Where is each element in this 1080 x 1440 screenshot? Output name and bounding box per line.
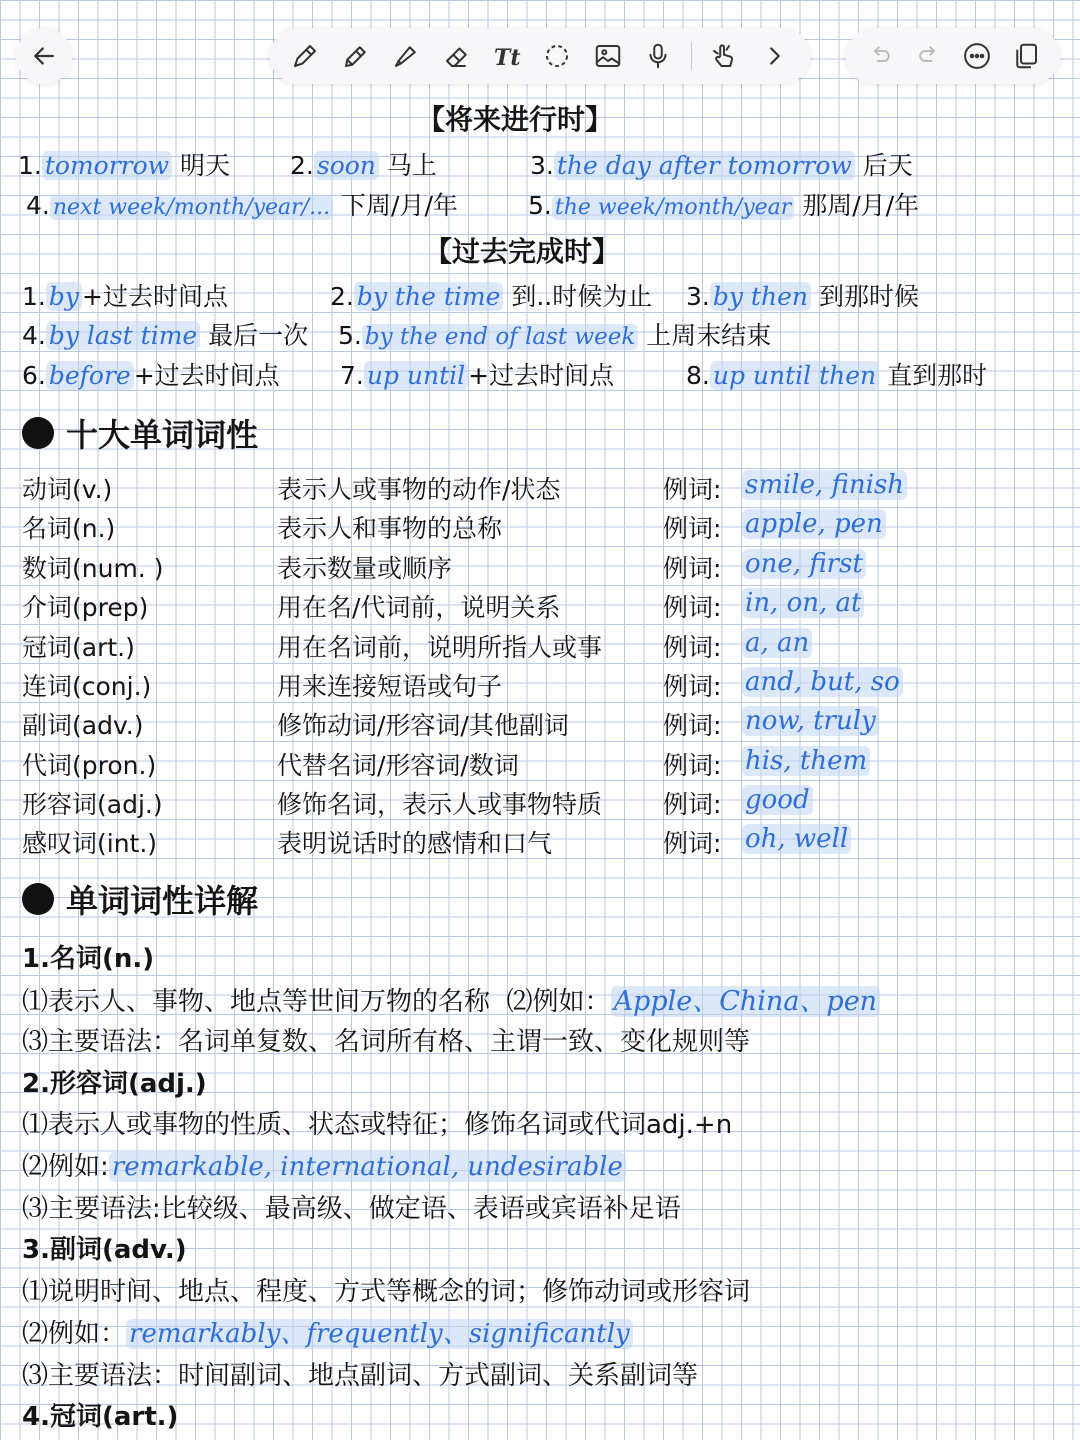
past-item-8: 8. up until then 直到那时 bbox=[686, 361, 988, 390]
text-tool-icon[interactable] bbox=[489, 38, 525, 74]
noun-line-1: ⑴表示人、事物、地点等世间万物的名称 ⑵例如： Apple、China、pen bbox=[22, 979, 880, 1018]
past-item-4: 4. by last time 最后一次 bbox=[22, 321, 309, 350]
document-toolbar bbox=[846, 28, 1060, 84]
past-item-1: 1. by +过去时间点 bbox=[22, 282, 228, 311]
back-arrow-icon[interactable] bbox=[26, 38, 62, 74]
adj-line-2: ⑵例如: remarkable, international, undesirable bbox=[22, 1146, 626, 1183]
svg-text:Tt: Tt bbox=[494, 45, 521, 71]
adj-line-3: ⑶主要语法:比较级、最高级、做定语、表语或宾语补足语 bbox=[22, 1194, 681, 1224]
future-item-1: 1. tomorrow 明天 bbox=[18, 151, 231, 180]
detail-section-title: 单词词性详解 bbox=[22, 876, 258, 922]
redo-icon[interactable] bbox=[911, 38, 947, 74]
past-item-7: 7. up until +过去时间点 bbox=[340, 361, 615, 390]
past-perfect-heading: 【过去完成时】 bbox=[423, 235, 620, 268]
hand-touch-icon[interactable] bbox=[706, 38, 742, 74]
table-row: 冠词(art.) 用在名词前，说明所指人或事 例词: a, an bbox=[0, 628, 1080, 662]
adv-line-3: ⑶主要语法：时间副词、地点副词、方式副词、关系副词等 bbox=[22, 1361, 699, 1391]
noun-heading: 1.名词(n.) bbox=[22, 944, 155, 974]
past-item-6: 6. before +过去时间点 bbox=[22, 361, 280, 390]
table-row: 副词(adv.) 修饰动词/形容词/其他副词 例词: now, truly bbox=[0, 706, 1080, 740]
past-item-2: 2. by the time 到..时候为止 bbox=[330, 282, 653, 311]
lasso-icon[interactable] bbox=[539, 38, 575, 74]
table-row: 数词(num. ) 表示数量或顺序 例词: one, first bbox=[0, 549, 1080, 583]
marker-icon[interactable] bbox=[388, 38, 424, 74]
pos-section-title: 十大单词词性 bbox=[22, 410, 258, 456]
undo-icon[interactable] bbox=[862, 38, 898, 74]
future-item-4: 4. next week/month/year/... 下周/月/年 bbox=[26, 191, 458, 220]
future-item-3: 3. the day after tomorrow 后天 bbox=[530, 151, 913, 180]
back-toolbar bbox=[16, 28, 72, 84]
table-row: 形容词(adj.) 修饰名词，表示人或事物特质 例词: good bbox=[0, 785, 1080, 819]
bullet-dot-icon bbox=[22, 883, 54, 915]
drawing-toolbar bbox=[270, 28, 810, 84]
more-icon[interactable] bbox=[959, 38, 995, 74]
pen-icon[interactable] bbox=[287, 38, 323, 74]
pages-icon[interactable] bbox=[1008, 38, 1044, 74]
pencil-icon[interactable] bbox=[338, 38, 374, 74]
future-item-2: 2. soon 马上 bbox=[290, 151, 437, 180]
past-item-5: 5. by the end of last week 上周末结束 bbox=[338, 321, 772, 350]
table-row: 介词(prep) 用在名/代词前，说明关系 例词: in, on, at bbox=[0, 588, 1080, 622]
table-row: 名词(n.) 表示人和事物的总称 例词: apple, pen bbox=[0, 509, 1080, 543]
past-item-3: 3. by then 到那时候 bbox=[686, 282, 919, 311]
chevron-right-icon[interactable] bbox=[757, 38, 793, 74]
table-row: 连词(conj.) 用来连接短语或句子 例词: and, but, so bbox=[0, 667, 1080, 701]
image-icon[interactable] bbox=[590, 38, 626, 74]
noun-line-3: ⑶主要语法：名词单复数、名词所有格、主谓一致、变化规则等 bbox=[22, 1027, 751, 1057]
adv-heading: 3.副词(adv.) bbox=[22, 1235, 187, 1265]
microphone-icon[interactable] bbox=[640, 38, 676, 74]
adv-line-2: ⑵例如： remarkably、frequently、significantly bbox=[22, 1313, 633, 1350]
table-row: 感叹词(int.) 表明说话时的感情和口气 例词: oh, well bbox=[0, 824, 1080, 858]
adj-heading: 2.形容词(adj.) bbox=[22, 1069, 207, 1099]
table-row: 代词(pron.) 代替名词/形容词/数词 例词: his, them bbox=[0, 746, 1080, 780]
bullet-dot-icon bbox=[22, 417, 54, 449]
eraser-icon[interactable] bbox=[439, 38, 475, 74]
art-heading: 4.冠词(art.) bbox=[22, 1402, 179, 1432]
future-continuous-heading: 【将来进行时】 bbox=[416, 103, 613, 136]
table-row: 动词(v.) 表示人或事物的动作/状态 例词: smile, finish bbox=[0, 470, 1080, 504]
future-item-5: 5. the week/month/year 那周/月/年 bbox=[528, 191, 920, 220]
toolbar-divider bbox=[691, 42, 692, 70]
adv-line-1: ⑴说明时间、地点、程度、方式等概念的词；修饰动词或形容词 bbox=[22, 1277, 751, 1307]
adj-line-1: ⑴表示人或事物的性质、状态或特征；修饰名词或代词adj.+n bbox=[22, 1110, 733, 1140]
